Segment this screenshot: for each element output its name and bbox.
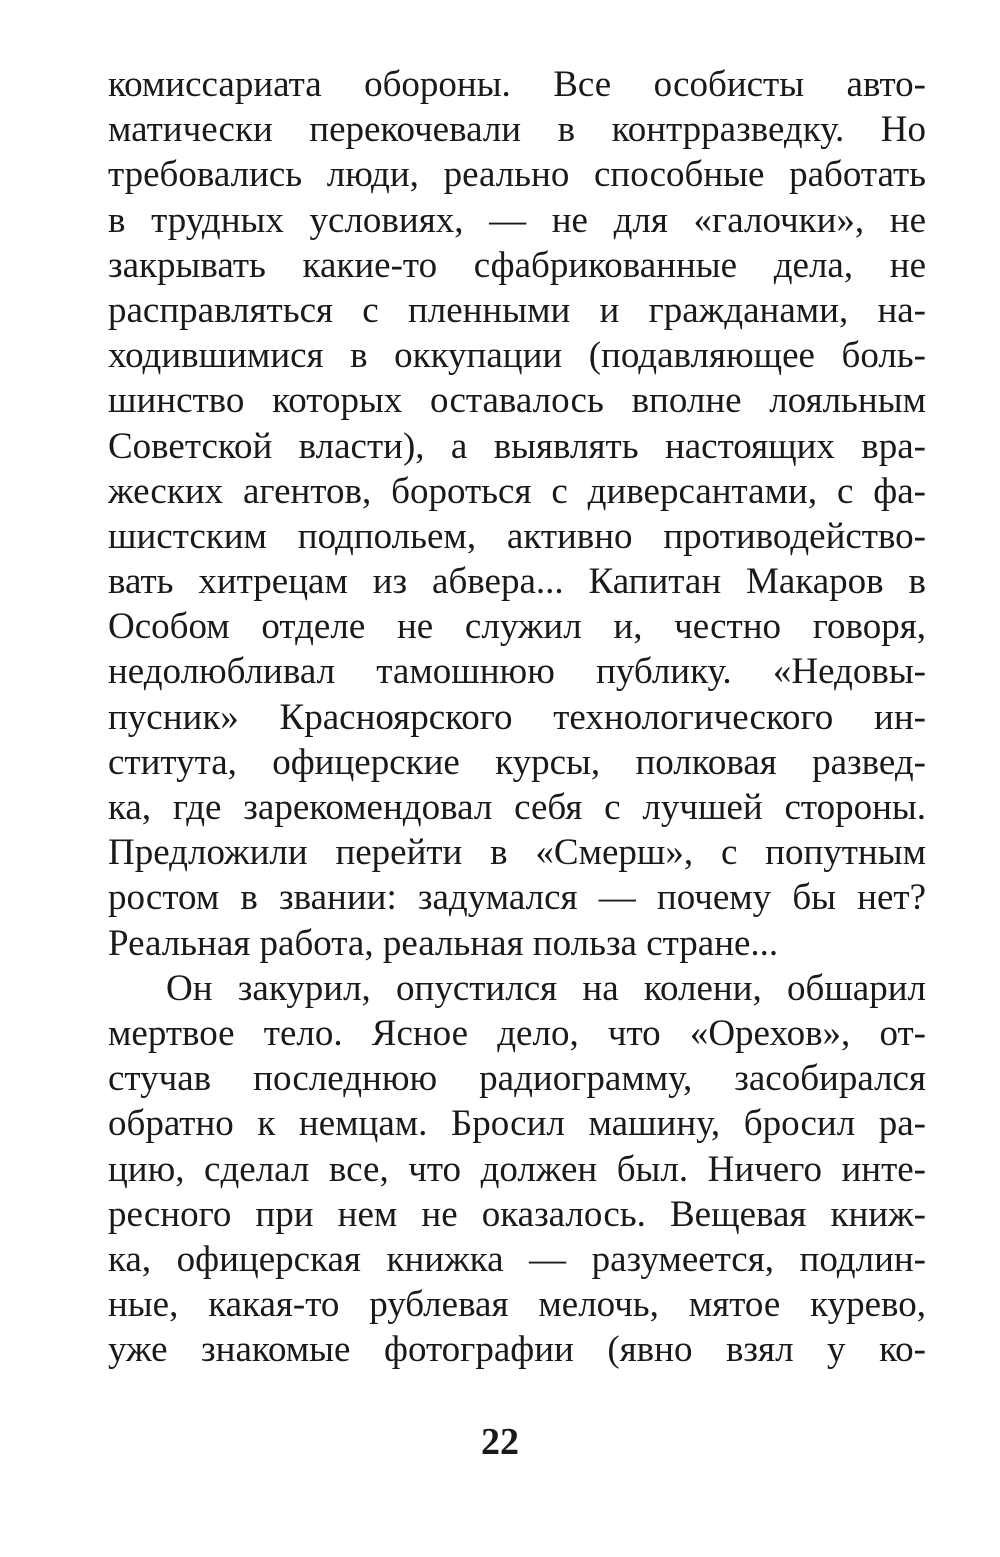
paragraph-2 xyxy=(108,966,926,1373)
body-text xyxy=(108,62,926,1372)
text-line: обратно к немцам. Бросил машину, бросил ра- xyxy=(108,1103,926,1145)
text-line: ресного при нем не оказалось. Вещевая книж- xyxy=(108,1193,926,1235)
text-line: Реальная работа, реальная польза стране... xyxy=(108,922,779,964)
text-line: комиссариата обороны. Все особисты авто- xyxy=(108,64,926,105)
text-line: шинство которых оставалось вполне лояльным xyxy=(108,380,926,422)
text-line: расправляться с пленными и гражданами, на- xyxy=(108,289,926,331)
text-line: вать хитрецам из абвера... Капитан Макаров в xyxy=(108,561,926,603)
text-line: матически перекочевали в контрразведку. Но xyxy=(108,109,926,151)
text-line: пусник» Красноярского технологического ин- xyxy=(108,696,926,738)
text-line: ка, офицерская книжка — разумеется, подлин- xyxy=(108,1238,926,1280)
text-line: цию, сделал все, что должен был. Ничего инте- xyxy=(108,1148,926,1190)
text-line: ститута, офицерские курсы, полковая развед- xyxy=(108,741,926,783)
text-line: ка, где зарекомендовал себя с лучшей стороны. xyxy=(108,787,926,828)
text-line: уже знакомые фотографии (явно взял у ко- xyxy=(108,1329,926,1371)
text-line: стучав последнюю радиограмму, засобирался xyxy=(108,1058,926,1100)
text-line: Особом отделе не служил и, честно говоря, xyxy=(108,606,926,648)
text-line: закрывать какие-то сфабрикованные дела, не xyxy=(108,244,926,286)
text-line: ростом в звании: задумался — почему бы нет? xyxy=(108,877,926,919)
text-line: ные, какая-то рублевая мелочь, мятое курево, xyxy=(108,1284,926,1326)
text-line: недолюбливал тамошнюю публику. «Недовы- xyxy=(108,651,926,693)
text-line: ходившимися в оккупации (подавляющее боль- xyxy=(108,335,926,377)
page-number: 22 xyxy=(481,1421,519,1463)
text-line: в трудных условиях, — не для «галочки», не xyxy=(108,199,926,241)
text-line: мертвое тело. Ясное дело, что «Орехов», от- xyxy=(108,1012,926,1054)
text-line: жеских агентов, бороться с диверсантами, с фа- xyxy=(108,470,926,512)
text-line: Он закурил, опустился на колени, обшарил xyxy=(166,967,926,1009)
text-line: требовались люди, реально способные работать xyxy=(108,154,926,196)
text-line: шистским подпольем, активно противодейство- xyxy=(108,515,926,557)
paragraph-1 xyxy=(108,62,926,966)
text-line: Предложили перейти в «Смерш», с попутным xyxy=(108,832,926,874)
text-line: Советской власти), а выявлять настоящих вра- xyxy=(108,425,926,467)
